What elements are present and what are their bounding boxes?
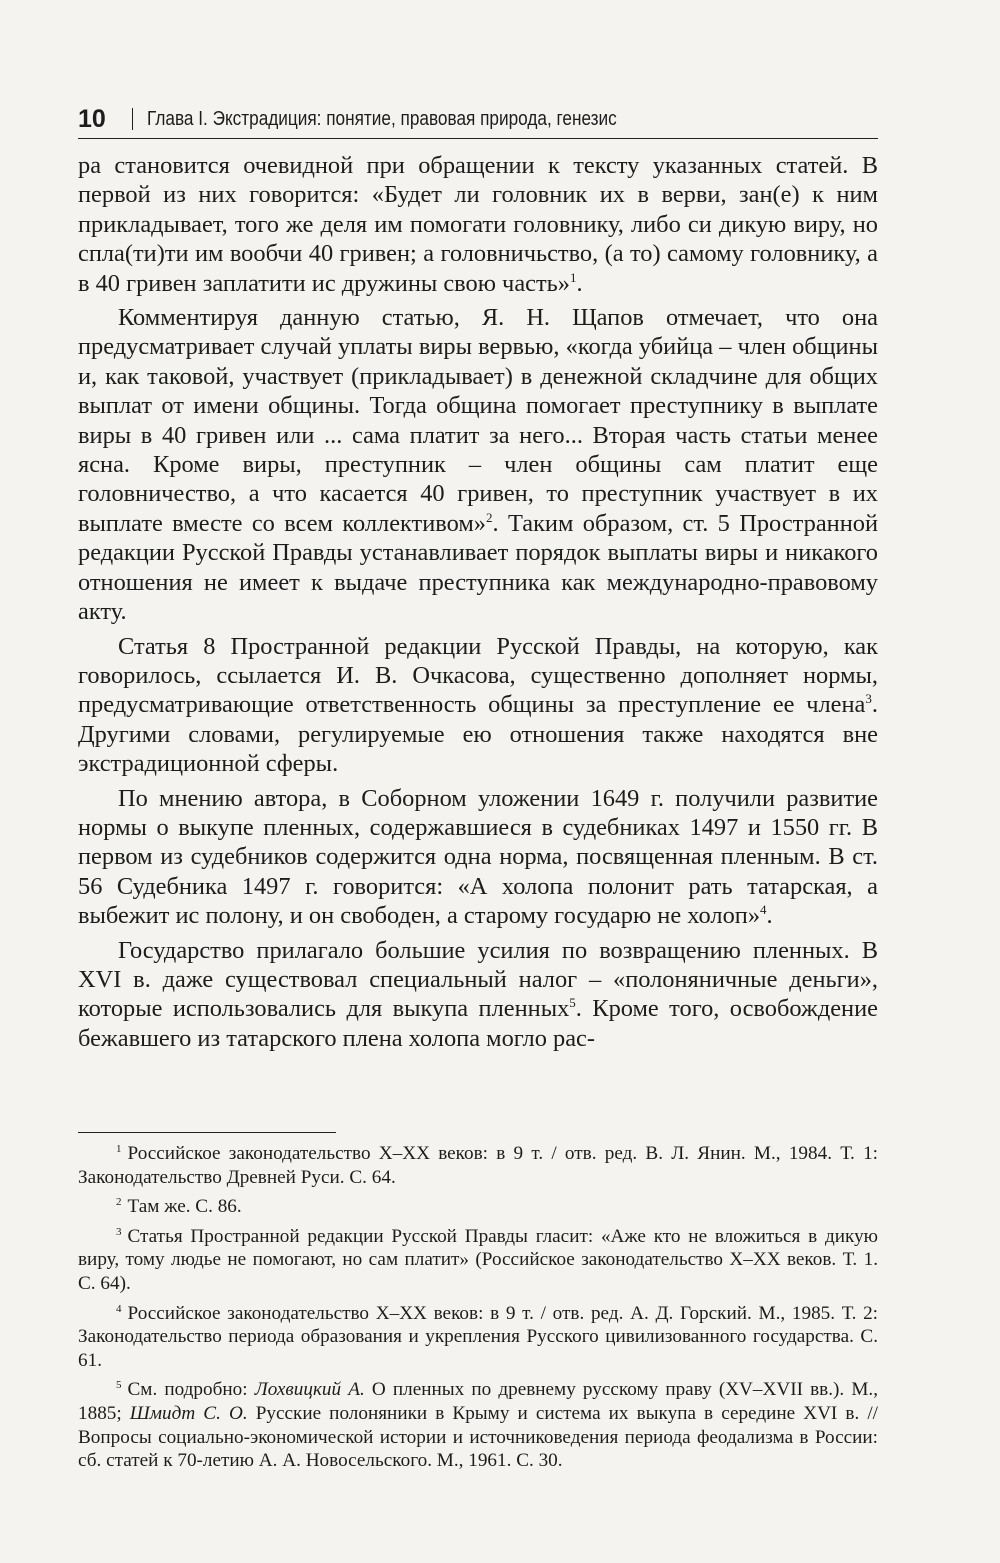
paragraph-3: Статья 8 Пространной редакции Русской Правды, на которую, как говорилось, ссылается И. В. Очкасова, существенно дополняет нормы, предусматривающие ответственность общины за преступление ее члена$^3$. Другими словами, регулируемые ею отношения также находятся вне экстрадиционной сферы. [78, 632, 878, 778]
paragraph-4: По мнению автора, в Соборном уложении 1649 г. получили развитие нормы о выкупе пленных, содержавшиеся в судебниках 1497 и 1550 гг. В первом из судебников содержится одна норма, посвященная пленным. В ст. 56 Судебника 1497 г. говорится: «А холопа полонит рать татарская, а выбежит ис полону, и он свободен, а старому государю не холоп»$^4$. [78, 784, 878, 930]
footnote-ref-5: 5 [569, 995, 576, 1011]
footnote-ref-1: 1 [569, 269, 577, 285]
paragraph-2: Комментируя данную статью, Я. Н. Щапов отмечает, что она предусматривает случай уплаты виры вервью, «когда убийца – член общины и, как таковой, участвует (прикладывает) в денежной складчине для общих выплат от имени общины. Тогда община помогает преступнику в выплате виры в 40 гривен или ... сама платит за него... Вторая часть статьи менее ясна. Кроме виры, преступник – член общины сам платит еще головничество, а что касается 40 гривен, то преступник участвует в их выплате вместе со всем коллективом»$^2$. Таким образом, ст. 5 Пространной редакции Русской Правды устанавливает порядок выплаты виры и никакого отношения не имеет к выдаче преступника как международно-правовому акту. [78, 304, 879, 626]
footnote-3: $^3$ Статья Пространной редакции Русской Правды гласит: «Аже кто не вложиться в дикую виру, тому людье не помогают, но сам платит» (Российское законодательство X–XX веков. Т. 1. С. 64). [78, 1225, 878, 1294]
page-number: 10 [78, 104, 106, 133]
author-shmidt: Шмидт С. О. [129, 1402, 248, 1424]
footnote-ref-2: 2 [485, 509, 493, 525]
main-text [78, 151, 878, 1053]
header-separator [132, 108, 134, 130]
footnote-2: $^2$ Там же. С. 86. [116, 1196, 242, 1218]
footnote-separator [78, 1132, 336, 1133]
footnote-1: $^1$ Российское законодательство X–XX веков: в 9 т. / отв. ред. В. Л. Янин. М., 1984. Т. 1: Законодательство Древней Руси. С. 64. [78, 1143, 878, 1188]
paragraph-5: Государство прилагало большие усилия по возвращению пленных. В XVI в. даже существовал специальный налог – «полоняничные деньги», которые использовались для выкупа пленных$^5$. Кроме того, освобождение бежавшего из татарского плена холопа могло рас- [78, 936, 878, 1052]
footnote-ref-3: 3 [865, 691, 872, 707]
paragraph-1: ра становится очевидной при обращении к тексту указанных статей. В первой из них говорится: «Будет ли головник их в верви, зан(е) к ним прикладывает, того же деля им помогати головнику, либо си дикую виру, но спла(ти)ти им вообчи 40 гривен; а головничьство, (а то) самому головнику, а в 40 гривен заплатити ис дружины свою часть»$^1$. [78, 152, 878, 297]
footnote-5: $^5$ См. подробно: Лохвицкий А. О пленных по древнему русскому праву (XV–XVII вв.). М., 1885; Шмидт С. О. Русские полоняники в Крыму и система их выкупа в середине XVI в. // Вопросы социально-экономической истории и источниковедения периода феодализма в России: сб. статей к 70-летию А. А. Новосельского. М., 1961. С. 30. [78, 1379, 879, 1472]
author-lokhvitsky: Лохвицкий А. [254, 1379, 365, 1401]
chapter-title: Глава I. Экстрадиция: понятие, правовая природа, генезис [147, 107, 618, 130]
running-header [78, 100, 878, 139]
footnote-ref-4: 4 [760, 902, 767, 918]
footnotes [78, 1142, 878, 1473]
footnote-4: $^4$ Российское законодательство X–XX веков: в 9 т. / отв. ред. А. Д. Горский. М., 1985. Т. 2: Законодательство периода образования и укрепления Русского цивилизованного государства. С. 61. [78, 1302, 878, 1371]
